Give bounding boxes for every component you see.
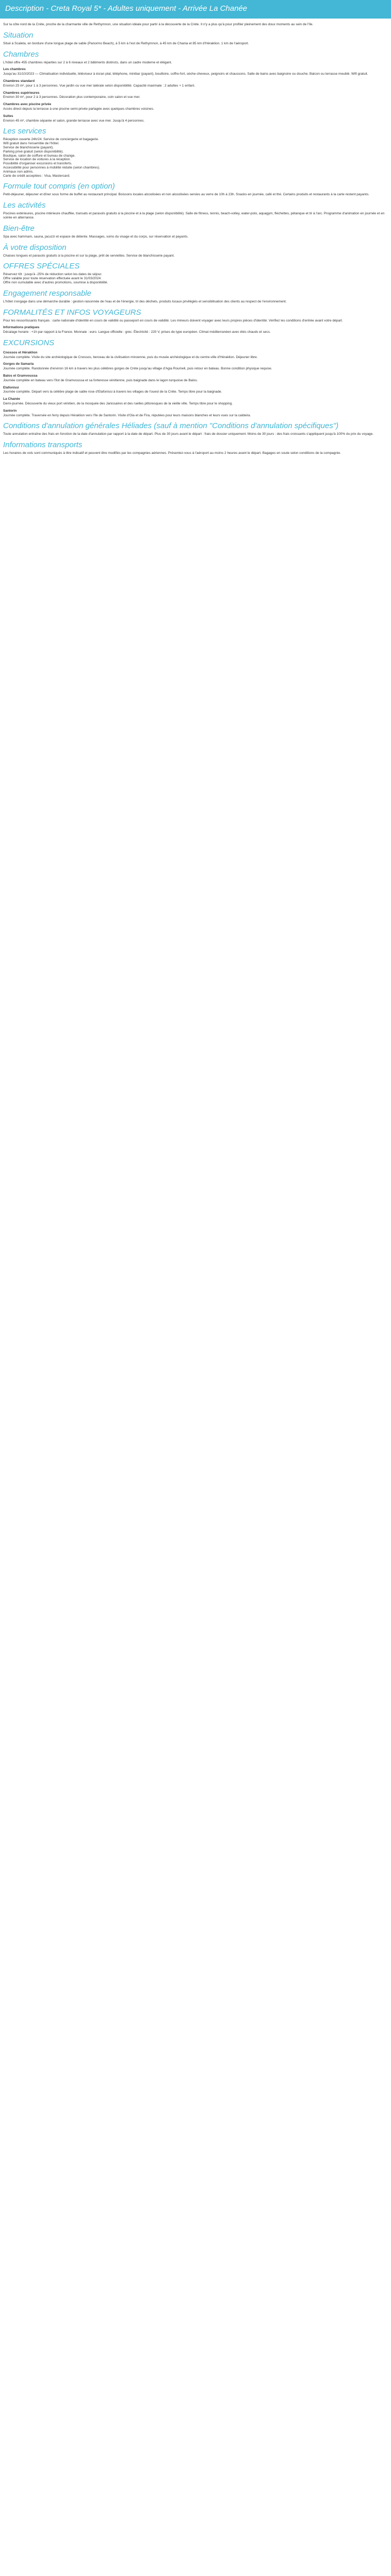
offres-list [3,273,388,284]
chambre-text: Environ 25 m², pour 1 à 3 personnes. Vue jardin ou vue mer latérale selon disponibilité. Capacité maximale : 2 adultes + 1 enfant. [3,83,196,88]
infos-heading: Informations pratiques [3,326,40,330]
excursion-title: Elafonissi [3,385,19,389]
excursion-title: Gorges de Samaria [3,362,34,366]
engagement-text: L'hôtel s'engage dans une démarche durable : gestion raisonnée de l'eau et de l'énergie, tri des déchets, produits locaux privilégiés et sensibilisation des clients au respect de l'environnement. [3,299,287,303]
formalites-text: Pour les ressortissants français : carte nationale d'identité en cours de validité ou passeport en cours de validité. Les mineurs doivent voyager avec leurs propres pièces d'identité. Vérifiez les conditions d'entrée avant votre départ. [3,318,343,323]
chambre-title: Les chambres [3,67,26,72]
title-banner [0,0,391,19]
service-line: Accessibilité pour personnes à mobilité réduite (selon chambres). [3,165,100,170]
formalites-heading: FORMALITÉS ET INFOS VOYAGEURS [3,308,141,317]
bien-etre-text: Spa avec hammam, sauna, jacuzzi et espace de détente. Massages, soins du visage et du corps, sur réservation et payants. [3,234,189,239]
conditions-text: Toute annulation entraîne des frais en fonction de la date d'annulation par rapport à la date de départ. Plus de 30 jours avant le départ : frais de dossier uniquement. Moins de 30 jours : des frais croissants s'appliquent jusqu'à 100% du prix du voyage. [3,432,374,436]
chambre-text: Accès direct depuis la terrasse à une piscine semi-privée partagée avec quelques chambres voisines. [3,107,154,111]
activites-text: Piscines extérieures, piscine intérieure chauffée, transats et parasols gratuits à la piscine et à la plage (selon disponibilité). Salle de fitness, tennis, beach-volley, water-polo, aquagym, fléchettes, pétanque et tir à l'arc. Programme d'animation en journée et en soirée en alternance. [3,212,385,219]
offre-line: Réservez tôt : jusqu'à -25% de réduction selon les dates de séjour. [3,273,103,277]
excursion-title: La Chanée [3,397,20,401]
service-line: Boutique, salon de coiffure et bureau de change. [3,154,76,158]
chambres-headline: L'hôtel offre 455 chambres réparties sur 2 à 6 niveaux et 2 bâtiments distincts, dans un cadre moderne et élégant. [3,60,172,64]
excursion-text: Demi-journée. Découverte du vieux port vénitien, de la mosquée des Janissaires et des ruelles pittoresques de la vieille ville. Temps libre pour le shopping. [3,402,233,406]
chambre-text: Environ 45 m², chambre séparée et salon, grande terrasse avec vue mer. Jusqu'à 4 personnes. [3,118,145,123]
transport-heading: Informations transports [3,440,83,450]
excursion-text: Journée complète. Visite du site archéologique de Cnossos, berceau de la civilisation minoenne, puis du musée archéologique et du centre-ville d'Héraklion. Déjeuner libre. [3,355,258,359]
bien-etre-heading: Bien-être [3,224,35,233]
disposition-heading: À votre disposition [3,243,67,252]
chambre-title: Chambres supérieures [3,91,40,95]
excursions-heading: EXCURSIONS [3,338,55,347]
service-line: Service de blanchisserie (payant). [3,145,54,149]
excursion-text: Journée complète. Randonnée d'environ 16 km à travers les plus célèbres gorges de Crète jusqu'au village d'Agia Roumeli, puis retour en bateau. Bonne condition physique requise. [3,367,272,371]
offres-heading: OFFRES SPÉCIALES [3,262,80,271]
service-line: Réception ouverte 24h/24. Service de conciergerie et bagagerie. [3,138,99,142]
excursions-list [3,351,388,418]
excursion-title: Cnossos et Héraklion [3,350,38,354]
page-title: Description - Creta Royal 5* - Adultes uniquement - Arrivée La Chanée [5,4,248,13]
chambre-title: Suites [3,114,13,118]
service-line: Wifi gratuit dans l'ensemble de l'hôtel. [3,142,59,146]
transport-text: Les horaires de vols sont communiqués à titre indicatif et peuvent être modifiés par les compagnies aériennes. Présentez-vous à l'aéroport au moins 2 heures avant le départ. Bagages en soute selon conditions de la compagnie. [3,451,341,455]
excursion-text: Journée complète. Traversée en ferry depuis Héraklion vers l'île de Santorin. Visite d'Oia et de Fira, réputées pour leurs maisons blanches et leurs vues sur la caldeira. [3,413,251,417]
activites-heading: Les activités [3,201,46,210]
offre-line: Offre valable pour toute réservation effectuée avant le 31/03/2024. [3,277,102,281]
services-list [3,138,388,178]
services-heading: Les services [3,127,46,136]
offre-line: Offre non cumulable avec d'autres promotions, soumise à disponibilité. [3,280,108,284]
service-line: Carte de crédit acceptées : Visa, Mastercard. [3,174,70,178]
chambre-text: Jusqu'au 31/10/2023 — Climatisation individuelle, téléviseur à écran plat, téléphone, minibar (payant), bouilloire, coffre-fort, sèche-cheveux, peignoirs et chaussons. Salle de bains avec baignoire ou douche. Balcon ou terrasse meublé. Wifi gratuit. [3,72,368,76]
service-line: Possibilité d'organiser excursions et transferts. [3,162,72,166]
chambres-list [3,67,388,123]
chambre-title: Chambres standard [3,79,35,83]
excursion-text: Journée complète en bateau vers l'îlot de Gramvoussa et sa forteresse vénitienne, puis baignade dans le lagon turquoise de Balos. [3,378,198,382]
excursion-title: Balos et Gramvoussa [3,374,38,378]
formule-heading: Formule tout compris (en option) [3,182,115,191]
content [0,23,391,455]
formule-text: Petit-déjeuner, déjeuner et dîner sous forme de buffet au restaurant principal. Boissons locales alcoolisées et non alcoolisées servies au verre de 10h à 23h. Snacks en journée, café et thé. Certains produits et restaurants à la carte restent payants. [3,193,369,197]
excursion-text: Journée complète. Départ vers la célèbre plage de sable rose d'Elafonissi à travers les villages de l'ouest de la Crète. Temps libre pour la baignade. [3,390,222,394]
chambres-heading: Chambres [3,49,39,59]
chambre-title: Chambres avec piscine privée [3,103,52,107]
excursion-title: Santorin [3,409,17,413]
engagement-heading: Engagement responsable [3,289,91,298]
disposition-text: Chaises longues et parasols gratuits à la piscine et sur la plage, prêt de serviettes. Service de blanchisserie payant. [3,253,175,258]
service-line: Service de location de voitures à la réception. [3,158,71,162]
intro: Sur la côte nord de la Crète, proche de la charmante ville de Rethymnon, une situation idéale pour partir à la découverte de la Crète. Il n'y a plus qu'à pour profiter pleinement des doux moments au sein de l'île. [3,23,314,26]
situation-text: Situé à Scaleta, en bordure d'une longue plage de sable (Panormo Beach), à 5 km à l'est de Rethymnon, à 45 km de Chania et 85 km d'Héraklion. 1 km de l'aéroport. [3,41,249,45]
service-line: Animaux non admis. [3,170,34,174]
infos-text: Décalage horaire : +1h par rapport à la France. Monnaie : euro. Langue officielle : grec. Électricité : 220 V, prises de type européen. Climat méditerranéen avec étés chauds et secs. [3,330,271,334]
chambre-text: Environ 30 m², pour 2 à 3 personnes. Décoration plus contemporaine, coin salon et vue mer. [3,95,140,99]
service-line: Parking privé gratuit (selon disponibilité). [3,149,64,154]
situation-heading: Situation [3,30,34,40]
conditions-heading: Conditions d'annulation générales Héliades (sauf à mention "Conditions d'annulation spécifiques") [3,421,339,431]
